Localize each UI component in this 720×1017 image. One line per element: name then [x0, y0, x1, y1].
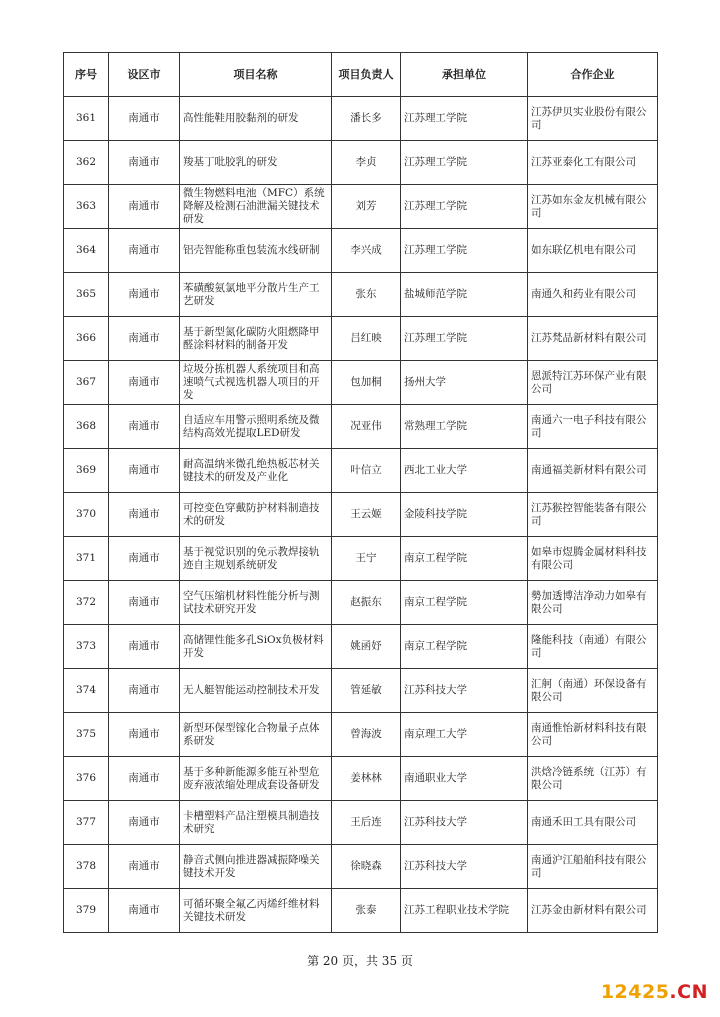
- cell-unit: 江苏理工学院: [401, 185, 528, 229]
- cell-no: 363: [64, 185, 109, 229]
- cell-leader: 王后连: [332, 801, 401, 845]
- header-project: 项目名称: [180, 53, 332, 97]
- cell-partner: 南通禾田工具有限公司: [528, 801, 658, 845]
- cell-leader: 吕红映: [332, 317, 401, 361]
- cell-partner: 洪焓冷链系统（江苏）有限公司: [528, 757, 658, 801]
- table-row: [64, 141, 658, 185]
- table-row: [64, 845, 658, 889]
- cell-leader: 叶信立: [332, 449, 401, 493]
- table-row: [64, 229, 658, 273]
- cell-leader: 张东: [332, 273, 401, 317]
- header-partner: 合作企业: [528, 53, 658, 97]
- cell-project: 基于视觉识别的免示教焊接轨迹自主规划系统研发: [180, 537, 332, 581]
- cell-project: 羧基丁吡胶乳的研发: [180, 141, 332, 185]
- watermark-suffix: CN: [677, 981, 708, 1003]
- cell-leader: 赵振东: [332, 581, 401, 625]
- cell-city: 南通市: [109, 185, 180, 229]
- cell-no: 372: [64, 581, 109, 625]
- cell-leader: 李兴成: [332, 229, 401, 273]
- table-body: [64, 97, 658, 933]
- watermark-number: 12425: [600, 981, 670, 1003]
- cell-no: 375: [64, 713, 109, 757]
- table-row: [64, 757, 658, 801]
- cell-leader: 王宁: [332, 537, 401, 581]
- cell-unit: 江苏科技大学: [401, 845, 528, 889]
- site-watermark-logo: [601, 981, 708, 1003]
- table-row: [64, 493, 658, 537]
- cell-city: 南通市: [109, 97, 180, 141]
- cell-city: 南通市: [109, 361, 180, 405]
- cell-project: 可控变色穿戴防护材料制造技术的研发: [180, 493, 332, 537]
- cell-no: 379: [64, 889, 109, 933]
- cell-city: 南通市: [109, 801, 180, 845]
- cell-city: 南通市: [109, 229, 180, 273]
- cell-unit: 南京工程学院: [401, 625, 528, 669]
- cell-unit: 金陵科技学院: [401, 493, 528, 537]
- cell-partner: 江苏梵品新材料有限公司: [528, 317, 658, 361]
- cell-no: 364: [64, 229, 109, 273]
- cell-unit: 盐城师范学院: [401, 273, 528, 317]
- cell-unit: 江苏理工学院: [401, 317, 528, 361]
- cell-unit: 江苏理工学院: [401, 97, 528, 141]
- cell-partner: 汇舸（南通）环保设备有限公司: [528, 669, 658, 713]
- cell-no: 366: [64, 317, 109, 361]
- cell-project: 铝壳智能称重包装流水线研制: [180, 229, 332, 273]
- cell-leader: 包加桐: [332, 361, 401, 405]
- cell-city: 南通市: [109, 845, 180, 889]
- header-no: 序号: [64, 53, 109, 97]
- cell-city: 南通市: [109, 757, 180, 801]
- cell-project: 新型环保型镓化合物量子点体系研发: [180, 713, 332, 757]
- cell-unit: 江苏工程职业技术学院: [401, 889, 528, 933]
- cell-city: 南通市: [109, 669, 180, 713]
- table-row: [64, 317, 658, 361]
- cell-leader: 徐晓森: [332, 845, 401, 889]
- cell-no: 374: [64, 669, 109, 713]
- cell-partner: 勢加透博洁净动力如皋有限公司: [528, 581, 658, 625]
- table-header-row: [64, 53, 658, 97]
- project-table: [63, 52, 658, 933]
- cell-unit: 江苏科技大学: [401, 801, 528, 845]
- cell-unit: 扬州大学: [401, 361, 528, 405]
- cell-leader: 张泰: [332, 889, 401, 933]
- cell-city: 南通市: [109, 273, 180, 317]
- cell-leader: 况亚伟: [332, 405, 401, 449]
- watermark-dot: .: [669, 981, 678, 1003]
- cell-partner: 恩派特江苏环保产业有限公司: [528, 361, 658, 405]
- cell-no: 373: [64, 625, 109, 669]
- cell-project: 耐高温纳米微孔绝热板芯材关键技术的研发及产业化: [180, 449, 332, 493]
- table-row: [64, 669, 658, 713]
- cell-partner: 江苏伊贝实业股份有限公司: [528, 97, 658, 141]
- cell-no: 377: [64, 801, 109, 845]
- table-row: [64, 581, 658, 625]
- cell-partner: 江苏亚泰化工有限公司: [528, 141, 658, 185]
- table-row: [64, 361, 658, 405]
- table-row: [64, 273, 658, 317]
- cell-unit: 南通职业大学: [401, 757, 528, 801]
- cell-project: 基于新型氮化碳防火阻燃降甲醛涂料材料的制备开发: [180, 317, 332, 361]
- cell-no: 367: [64, 361, 109, 405]
- cell-leader: 管延敏: [332, 669, 401, 713]
- cell-partner: 如东联亿机电有限公司: [528, 229, 658, 273]
- cell-partner: 江苏猴控智能装备有限公司: [528, 493, 658, 537]
- cell-project: 无人艇智能运动控制技术开发: [180, 669, 332, 713]
- header-unit: 承担单位: [401, 53, 528, 97]
- cell-project: 可循环聚全氟乙丙烯纤维材料关键技术研发: [180, 889, 332, 933]
- cell-city: 南通市: [109, 713, 180, 757]
- cell-leader: 刘芳: [332, 185, 401, 229]
- table-row: [64, 889, 658, 933]
- cell-no: 369: [64, 449, 109, 493]
- table-row: [64, 97, 658, 141]
- cell-city: 南通市: [109, 317, 180, 361]
- cell-unit: 南京理工大学: [401, 713, 528, 757]
- cell-partner: 南通六一电子科技有限公司: [528, 405, 658, 449]
- cell-no: 371: [64, 537, 109, 581]
- cell-unit: 江苏理工学院: [401, 229, 528, 273]
- cell-partner: 南通惟怡新材料科技有限公司: [528, 713, 658, 757]
- cell-partner: 如皋市煜腾金属材料科技有限公司: [528, 537, 658, 581]
- cell-partner: 隆能科技（南通）有限公司: [528, 625, 658, 669]
- cell-no: 368: [64, 405, 109, 449]
- cell-city: 南通市: [109, 625, 180, 669]
- table-row: [64, 405, 658, 449]
- cell-project: 微生物燃料电池（MFC）系统降解及检测石油泄漏关键技术研发: [180, 185, 332, 229]
- cell-unit: 常熟理工学院: [401, 405, 528, 449]
- cell-project: 高储锂性能多孔SiOx负极材料开发: [180, 625, 332, 669]
- table-row: [64, 801, 658, 845]
- cell-partner: 南通沪江船舶科技有限公司: [528, 845, 658, 889]
- cell-city: 南通市: [109, 449, 180, 493]
- cell-no: 370: [64, 493, 109, 537]
- cell-leader: 王云姬: [332, 493, 401, 537]
- cell-no: 376: [64, 757, 109, 801]
- table-row: [64, 449, 658, 493]
- cell-project: 空气压缩机材料性能分析与测试技术研究开发: [180, 581, 332, 625]
- cell-leader: 曾海波: [332, 713, 401, 757]
- cell-project: 垃圾分拣机器人系统项目和高速喷气式视选机器人项目的开发: [180, 361, 332, 405]
- cell-partner: 南通久和药业有限公司: [528, 273, 658, 317]
- header-city: 设区市: [109, 53, 180, 97]
- cell-city: 南通市: [109, 405, 180, 449]
- cell-partner: 江苏金由新材料有限公司: [528, 889, 658, 933]
- cell-project: 苯磺酸氨氯地平分散片生产工艺研发: [180, 273, 332, 317]
- cell-city: 南通市: [109, 581, 180, 625]
- cell-partner: 南通福美新材料有限公司: [528, 449, 658, 493]
- table-row: [64, 185, 658, 229]
- cell-city: 南通市: [109, 141, 180, 185]
- cell-project: 卡槽塑料产品注塑模具制造技术研究: [180, 801, 332, 845]
- cell-unit: 南京工程学院: [401, 581, 528, 625]
- cell-leader: 李贞: [332, 141, 401, 185]
- cell-partner: 江苏如东金友机械有限公司: [528, 185, 658, 229]
- table-row: [64, 625, 658, 669]
- cell-project: 自适应车用警示照明系统及微结构高效光提取LED研发: [180, 405, 332, 449]
- cell-leader: 姚函妤: [332, 625, 401, 669]
- header-leader: 项目负责人: [332, 53, 401, 97]
- cell-unit: 江苏科技大学: [401, 669, 528, 713]
- cell-leader: 姜林林: [332, 757, 401, 801]
- cell-leader: 潘长多: [332, 97, 401, 141]
- cell-unit: 江苏理工学院: [401, 141, 528, 185]
- cell-no: 365: [64, 273, 109, 317]
- cell-project: 基于多种新能源多能互补型危废弃液浓缩处理成套设备研发: [180, 757, 332, 801]
- cell-city: 南通市: [109, 493, 180, 537]
- cell-project: 高性能鞋用胶黏剂的研发: [180, 97, 332, 141]
- cell-no: 362: [64, 141, 109, 185]
- cell-no: 361: [64, 97, 109, 141]
- page-number: 第 20 页，共 35 页: [307, 954, 413, 968]
- table-row: [64, 537, 658, 581]
- cell-no: 378: [64, 845, 109, 889]
- table-row: [64, 713, 658, 757]
- cell-project: 静音式侧向推进器减振降噪关键技术开发: [180, 845, 332, 889]
- cell-unit: 南京工程学院: [401, 537, 528, 581]
- cell-city: 南通市: [109, 889, 180, 933]
- cell-city: 南通市: [109, 537, 180, 581]
- cell-unit: 西北工业大学: [401, 449, 528, 493]
